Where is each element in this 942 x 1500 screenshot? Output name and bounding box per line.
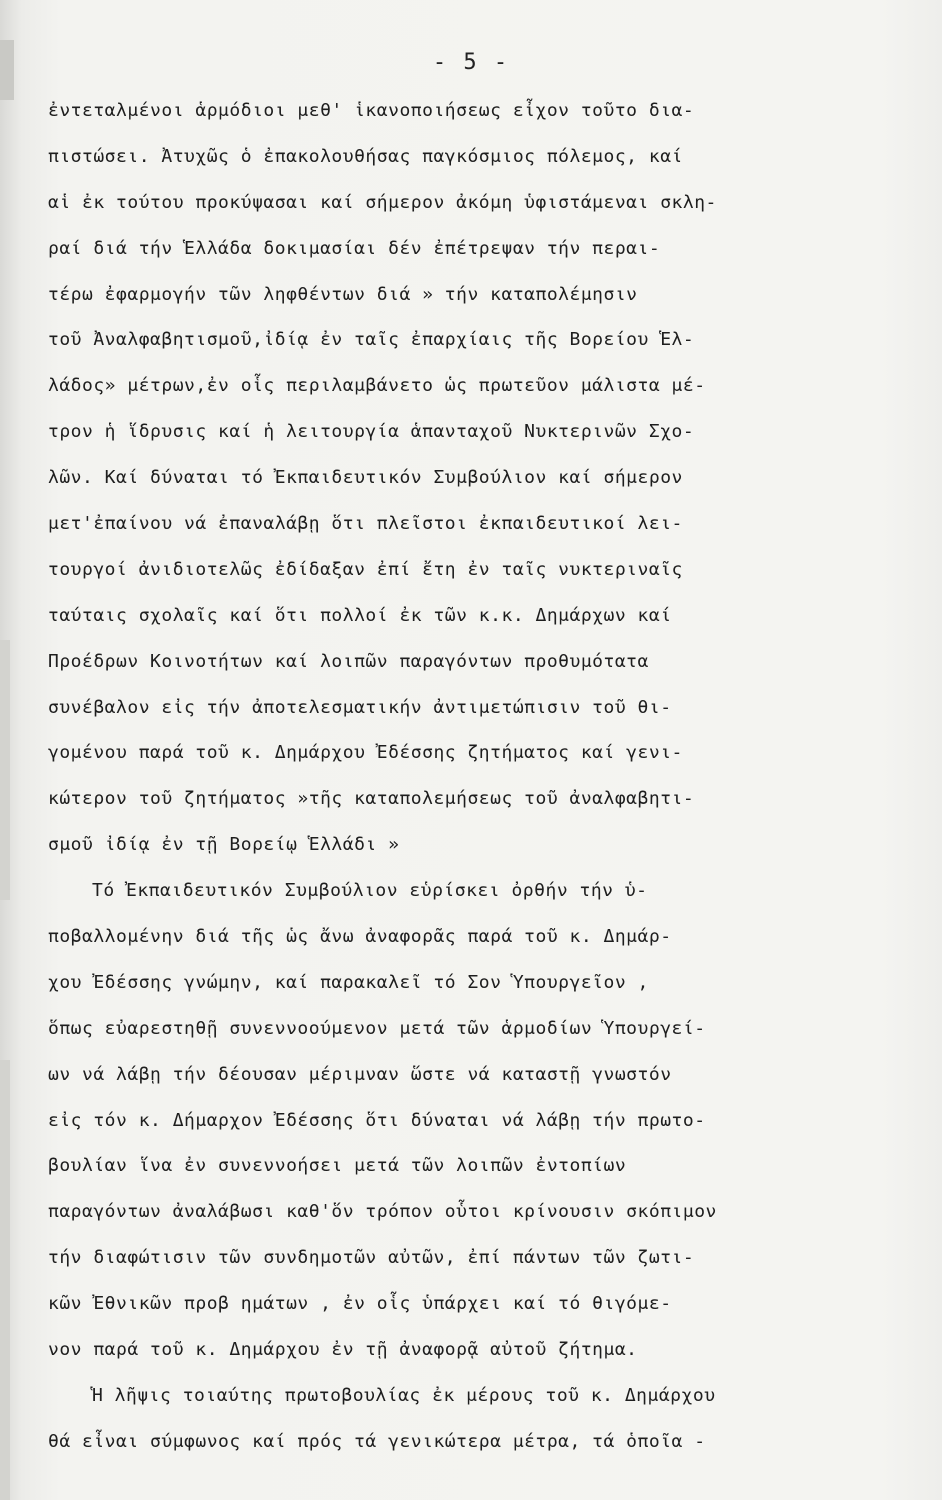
text-line: χου Ἐδέσσης γνώμην, καί παρακαλεῖ τό Σον Ὑπουργεῖον , bbox=[48, 971, 649, 993]
text-line: νον παρά τοῦ κ. Δημάρχου ἐν τῇ ἀναφορᾷ αὐτοῦ ζήτημα. bbox=[48, 1339, 638, 1361]
text-line: κώτερον τοῦ ζητήματος »τῆς καταπολεμήσεως τοῦ ἀναλφαβητι- bbox=[48, 788, 695, 810]
text-line: πιστώσει. Ἀτυχῶς ὁ ἐπακολουθήσας παγκόσμιος πόλεμος, καί bbox=[48, 145, 683, 167]
text-line: συνέβαλον εἰς τήν ἀποτελεσματικήν ἀντιμετώπισιν τοῦ θι- bbox=[48, 696, 672, 718]
scan-edge-mark bbox=[0, 1060, 10, 1500]
text-line: κῶν Ἐθνικῶν προβ ημάτων , ἐν οἷς ὑπάρχει καί τό θιγόμε- bbox=[48, 1293, 672, 1315]
text-line: τρον ἡ ἵδρυσις καί ἡ λειτουργία ἁπανταχοῦ Νυκτερινῶν Σχο- bbox=[48, 421, 695, 443]
page-number: - 5 - bbox=[432, 50, 510, 75]
text-line: γομένου παρά τοῦ κ. Δημάρχου Ἐδέσσης ζητήματος καί γενι- bbox=[48, 742, 683, 764]
text-line: ἐντεταλμένοι ἁρμόδιοι μεθ' ἱκανοποιήσεως εἶχον τοῦτο δια- bbox=[48, 100, 695, 121]
text-line: ὅπως εὐαρεστηθῇ συνεννοούμενον μετά τῶν ἁρμοδίων Ὑπουργεί- bbox=[48, 1017, 706, 1039]
text-line: λάδος» μέτρων,ἐν οἷς περιλαμβάνετο ὡς πρωτεῦον μάλιστα μέ- bbox=[48, 375, 706, 397]
text-line: ταύταις σχολαῖς καί ὅτι πολλοί ἐκ τῶν κ.κ. Δημάρχων καί bbox=[48, 604, 672, 626]
text-line: θά εἶναι σύμφωνος καί πρός τά γενικώτερα μέτρα, τά ὁποῖα - bbox=[48, 1430, 706, 1452]
text-line: τουργοί ἀνιδιοτελῶς ἐδίδαξαν ἐπί ἔτη ἐν ταῖς νυκτεριναῖς bbox=[48, 558, 683, 580]
text-line: αἱ ἐκ τούτου προκύψασαι καί σήμερον ἀκόμη ὑφιστάμεναι σκλη- bbox=[48, 191, 717, 213]
text-line: λῶν. Καί δύναται τό Ἐκπαιδευτικόν Συμβούλιον καί σήμερον bbox=[48, 467, 683, 489]
paragraph-start-line: Ἡ λῆψις τοιαύτης πρωτοβουλίας ἐκ μέρους τοῦ κ. Δημάρχου bbox=[92, 1384, 716, 1406]
text-line: ραί διά τήν Ἑλλάδα δοκιμασίαι δέν ἐπέτρεψαν τήν περαι- bbox=[48, 237, 661, 259]
text-line: εἰς τόν κ. Δήμαρχον Ἐδέσσης ὅτι δύναται νά λάβῃ τήν πρωτο- bbox=[48, 1109, 706, 1131]
text-line: τήν διαφώτισιν τῶν συνδημοτῶν αὐτῶν, ἐπί πάντων τῶν ζωτι- bbox=[48, 1247, 695, 1269]
scan-edge-mark bbox=[0, 640, 10, 900]
text-line: μετ'ἐπαίνου νά ἐπαναλάβῃ ὅτι πλεῖστοι ἐκπαιδευτικοί λει- bbox=[48, 513, 683, 535]
text-line: βουλίαν ἵνα ἐν συνεννοήσει μετά τῶν λοιπῶν ἐντοπίων bbox=[48, 1155, 627, 1177]
typewritten-body bbox=[48, 88, 888, 1465]
paragraph-start-line: Τό Ἐκπαιδευτικόν Συμβούλιον εὑρίσκει ὀρθήν τήν ὑ- bbox=[92, 880, 648, 902]
text-line: τέρω ἐφαρμογήν τῶν ληφθέντων διά » τήν καταπολέμησιν bbox=[48, 283, 638, 305]
text-line: ποβαλλομένην διά τῆς ὡς ἄνω ἀναφορᾶς παρά τοῦ κ. Δημάρ- bbox=[48, 926, 672, 948]
text-line: τοῦ Ἀναλφαβητισμοῦ,ἰδίᾳ ἐν ταῖς ἐπαρχίαις τῆς Βορείου Ἑλ- bbox=[48, 329, 695, 351]
text-line: σμοῦ ἰδίᾳ ἐν τῇ Βορείῳ Ἑλλάδι » bbox=[48, 834, 400, 856]
text-line: Προέδρων Κοινοτήτων καί λοιπῶν παραγόντων προθυμότατα bbox=[48, 650, 649, 672]
text-line: παραγόντων ἀναλάβωσι καθ'ὅν τρόπον οὗτοι κρίνουσιν σκόπιμον bbox=[48, 1201, 717, 1223]
text-line: ων νά λάβῃ τήν δέουσαν μέριμναν ὥστε νά καταστῇ γνωστόν bbox=[48, 1063, 672, 1085]
